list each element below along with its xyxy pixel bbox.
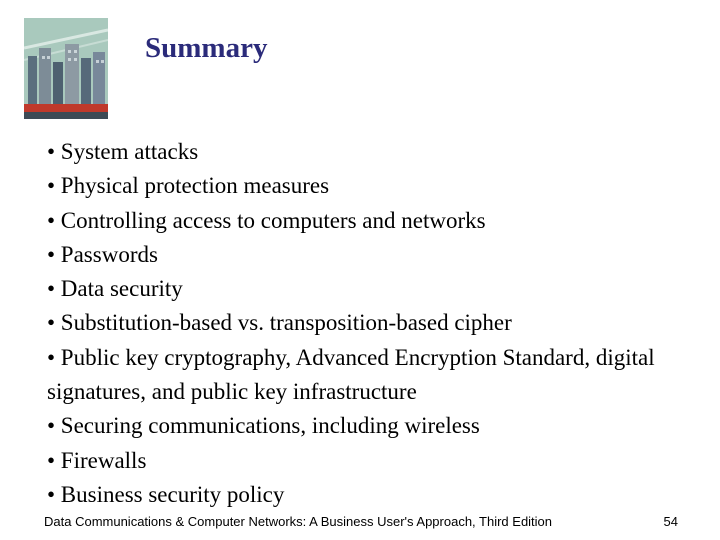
bullet-item: • Passwords (47, 241, 158, 267)
bullet-item: • Business security policy (47, 481, 285, 507)
bullet-item: • Physical protection measures (47, 173, 330, 199)
slide-title: Summary (145, 32, 268, 64)
book-cover-image (24, 18, 108, 119)
slide-footer: Data Communications & Computer Networks: A Business User's Approach, Third Edition (44, 514, 553, 529)
page-number: 54 (663, 514, 678, 529)
bullet-item: • Substitution-based vs. transposition-based cipher (47, 310, 512, 336)
summary-bullet-list (47, 135, 687, 512)
bullet-item: • Securing communications, including wireless (47, 413, 480, 439)
bullet-item: • Data security (47, 276, 183, 302)
bullet-item: • System attacks (47, 139, 199, 164)
bullet-item: • Public key cryptography, Advanced Encryption Standard, digital signatures, and public key infrastructure (47, 344, 655, 405)
bullet-item: • Controlling access to computers and networks (47, 207, 486, 233)
bullet-item: • Firewalls (47, 447, 147, 473)
